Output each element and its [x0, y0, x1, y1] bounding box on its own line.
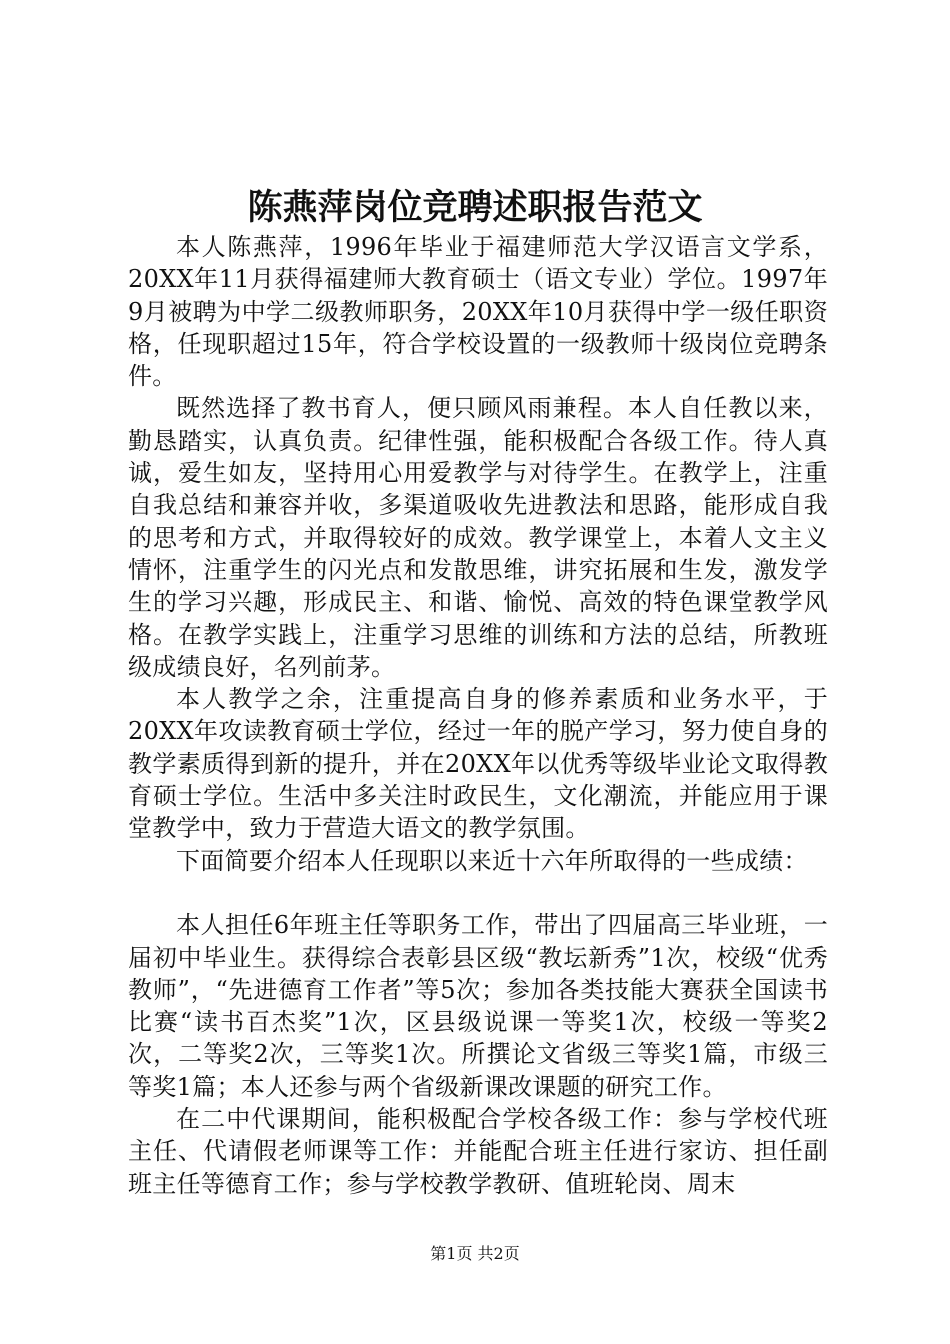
blank-line — [128, 877, 828, 909]
page-footer: 第1页 共2页 — [430, 1244, 520, 1263]
paragraph-achievements-intro: 下面简要介绍本人任现职以来近十六年所取得的一些成绩： — [176, 846, 808, 875]
paragraph-achievements: 本人担任6年班主任等职务工作，带出了四届高三毕业班，一届初中毕业生。获得综合表彰县区级“教坛新秀”1次，校级“优秀教师”，“先进德育工作者”等5次；参加各类技能大赛获全国读书比赛“读书百杰奖”1次，区县级说课一等奖1次，校级一等奖2次，二等奖2次，三等奖1次。所撰论文省级三等奖1篇，市级三等奖1篇；本人还参与两个省级新课改课题的研究工作。 — [128, 911, 828, 1101]
document-title: 陈燕萍岗位竞聘述职报告范文 — [247, 187, 703, 228]
paragraph-intro: 本人陈燕萍，1996年毕业于福建师范大学汉语言文学系，20XX年11月获得福建师大教育硕士（语文专业）学位。1997年9月被聘为中学二级教师职务，20XX年10月获得中学一级任职资格，任现职超过15年，符合学校设置的一级教师十级岗位竞聘条件。 — [128, 233, 828, 391]
document-body — [128, 231, 828, 1200]
paragraph-study: 本人教学之余，注重提高自身的修养素质和业务水平，于20XX年攻读教育硕士学位，经过一年的脱产学习，努力使自身的教学素质得到新的提升，并在20XX年以优秀等级毕业论文取得教育硕士学位。生活中多关注时政民生，文化潮流，并能应用于课堂教学中，致力于营造大语文的教学氛围。 — [128, 685, 828, 843]
paragraph-substitute-work: 在二中代课期间，能积极配合学校各级工作：参与学校代班主任、代请假老师课等工作：并能配合班主任进行家访、担任副班主任等德育工作；参与学校教学教研、值班轮岗、周末 — [128, 1105, 828, 1198]
paragraph-teaching: 既然选择了教书育人，便只顾风雨兼程。本人自任教以来，勤恳踏实，认真负责。纪律性强，能积极配合各级工作。待人真诚，爱生如友，坚持用心用爱教学与对待学生。在教学上，注重自我总结和兼容并收，多渠道吸收先进教法和思路，能形成自我的思考和方式，并取得较好的成效。教学课堂上，本着人文主义情怀，注重学生的闪光点和发散思维，讲究拓展和生发，激发学生的学习兴趣，形成民主、和谐、愉悦、高效的特色课堂教学风格。在教学实践上，注重学习思维的训练和方法的总结，所教班级成绩良好，名列前茅。 — [128, 394, 828, 681]
